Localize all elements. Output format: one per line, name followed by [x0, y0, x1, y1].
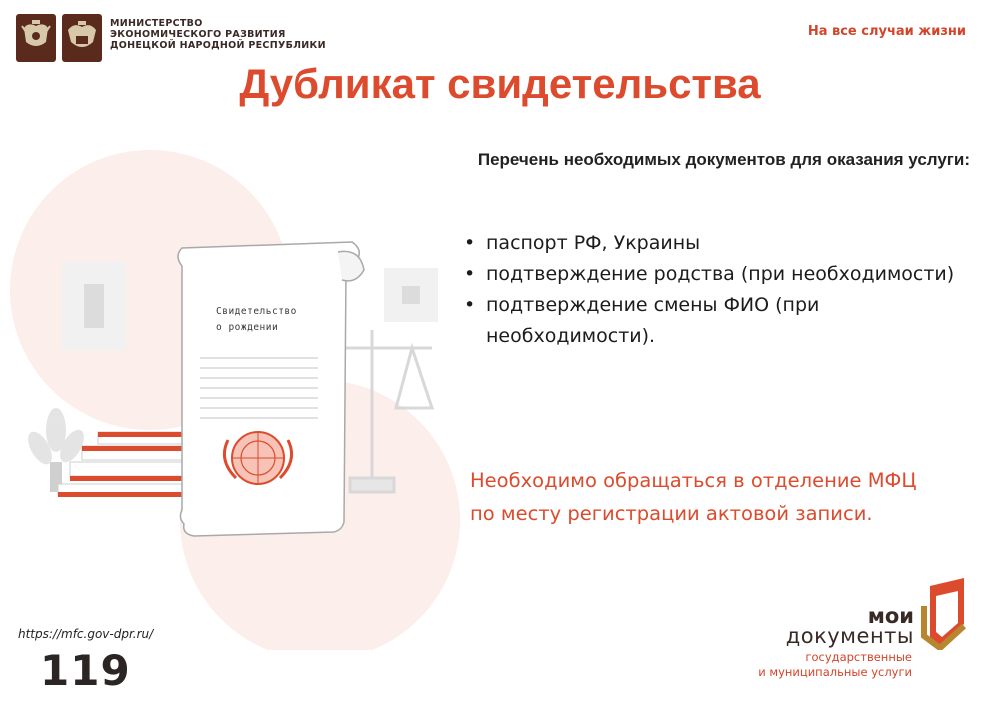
- list-item-text: подтверждение родства (при необходимости): [486, 263, 955, 285]
- list-item: [462, 259, 1000, 290]
- website-link[interactable]: https://mfc.gov-dpr.ru/: [18, 627, 154, 641]
- notice-text: [470, 464, 990, 530]
- certificate-illustration: [0, 150, 470, 650]
- list-item-text: подтверждение смены ФИО (при необходимости).: [486, 294, 820, 347]
- documents-list: [462, 228, 1000, 352]
- notice-line-1: Необходимо обращаться в отделение МФЦ: [470, 469, 917, 492]
- logo-sub-line-2: и муниципальные услуги: [758, 665, 912, 679]
- ministry-line-1: МИНИСТЕРСТВО: [110, 18, 203, 29]
- notice-line-2: по месту регистрации актовой записи.: [470, 502, 873, 525]
- moi-dokumenty-logo-icon: [920, 576, 974, 650]
- logo-sub-line-1: государственные: [805, 650, 912, 664]
- list-item: [462, 290, 876, 352]
- ministry-line-2: ЭКОНОМИЧЕСКОГО РАЗВИТИЯ: [110, 29, 286, 40]
- page-title: Дубликат свидетельства: [239, 60, 761, 107]
- list-item: [462, 228, 1000, 259]
- russia-emblem-icon: [16, 14, 56, 62]
- logo-text-dokumenty: документы: [785, 624, 914, 648]
- logo-text-moi: мои: [867, 604, 914, 628]
- logo-subtitle: [758, 650, 912, 680]
- ministry-name: [110, 18, 326, 51]
- page-number: 119: [40, 646, 131, 695]
- slogan: На все случаи жизни: [807, 24, 966, 39]
- certificate-title: [216, 304, 297, 336]
- certificate-line-2: о рождении: [216, 322, 279, 333]
- documents-heading: Перечень необходимых документов для оказания услуги:: [477, 150, 970, 169]
- ministry-line-3: ДОНЕЦКОЙ НАРОДНОЙ РЕСПУБЛИКИ: [110, 40, 326, 51]
- certificate-scroll-icon: [178, 242, 364, 536]
- dpr-emblem-icon: [62, 14, 102, 62]
- certificate-line-1: Свидетельство: [216, 306, 297, 317]
- list-item-text: паспорт РФ, Украины: [486, 232, 701, 254]
